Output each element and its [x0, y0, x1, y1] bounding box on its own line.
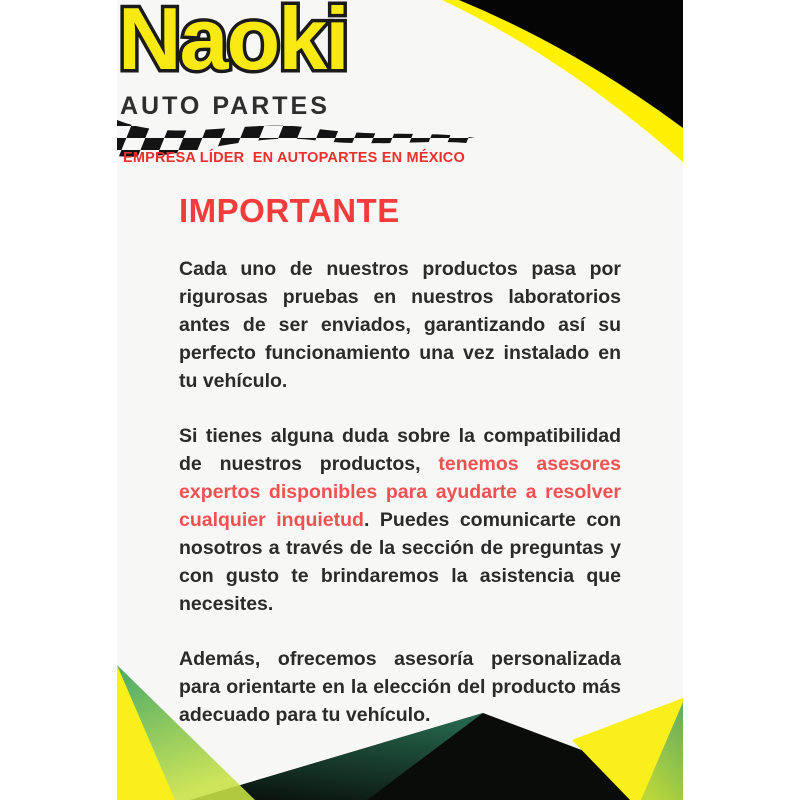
brand-logo: Naoki	[118, 0, 348, 88]
paragraph-advice: Además, ofrecemos asesoría personalizada para orientarte en la elección del producto más adecuado para tu vehículo.	[179, 648, 621, 726]
paragraph-support	[179, 422, 621, 618]
flyer-canvas	[117, 0, 683, 800]
section-heading: IMPORTANTE	[179, 192, 400, 229]
paragraph-quality: Cada uno de nuestros productos pasa por rigurosas pruebas en nuestros laboratorios antes de ser enviados, garantizando así su perfecto funcionamiento una vez instalado en tu vehículo.	[179, 258, 621, 392]
paragraph-support-highlight: tenemos asesores expertos disponibles para ayudarte a resolver cualquier inquietud	[179, 453, 621, 531]
brand-tagline: EMPRESA LÍDER EN AUTOPARTES EN MÉXICO	[123, 150, 465, 166]
paragraph-support-post: . Puedes comunicarte con nosotros a través de la sección de preguntas y con gusto te brindaremos la asistencia que necesites.	[179, 509, 621, 615]
paragraph-support-pre: Si tienes alguna duda sobre la compatibilidad de nuestros productos,	[179, 425, 621, 475]
brand-subtitle: AUTO PARTES	[120, 92, 330, 120]
bottom-triangles-graphic	[117, 660, 683, 800]
